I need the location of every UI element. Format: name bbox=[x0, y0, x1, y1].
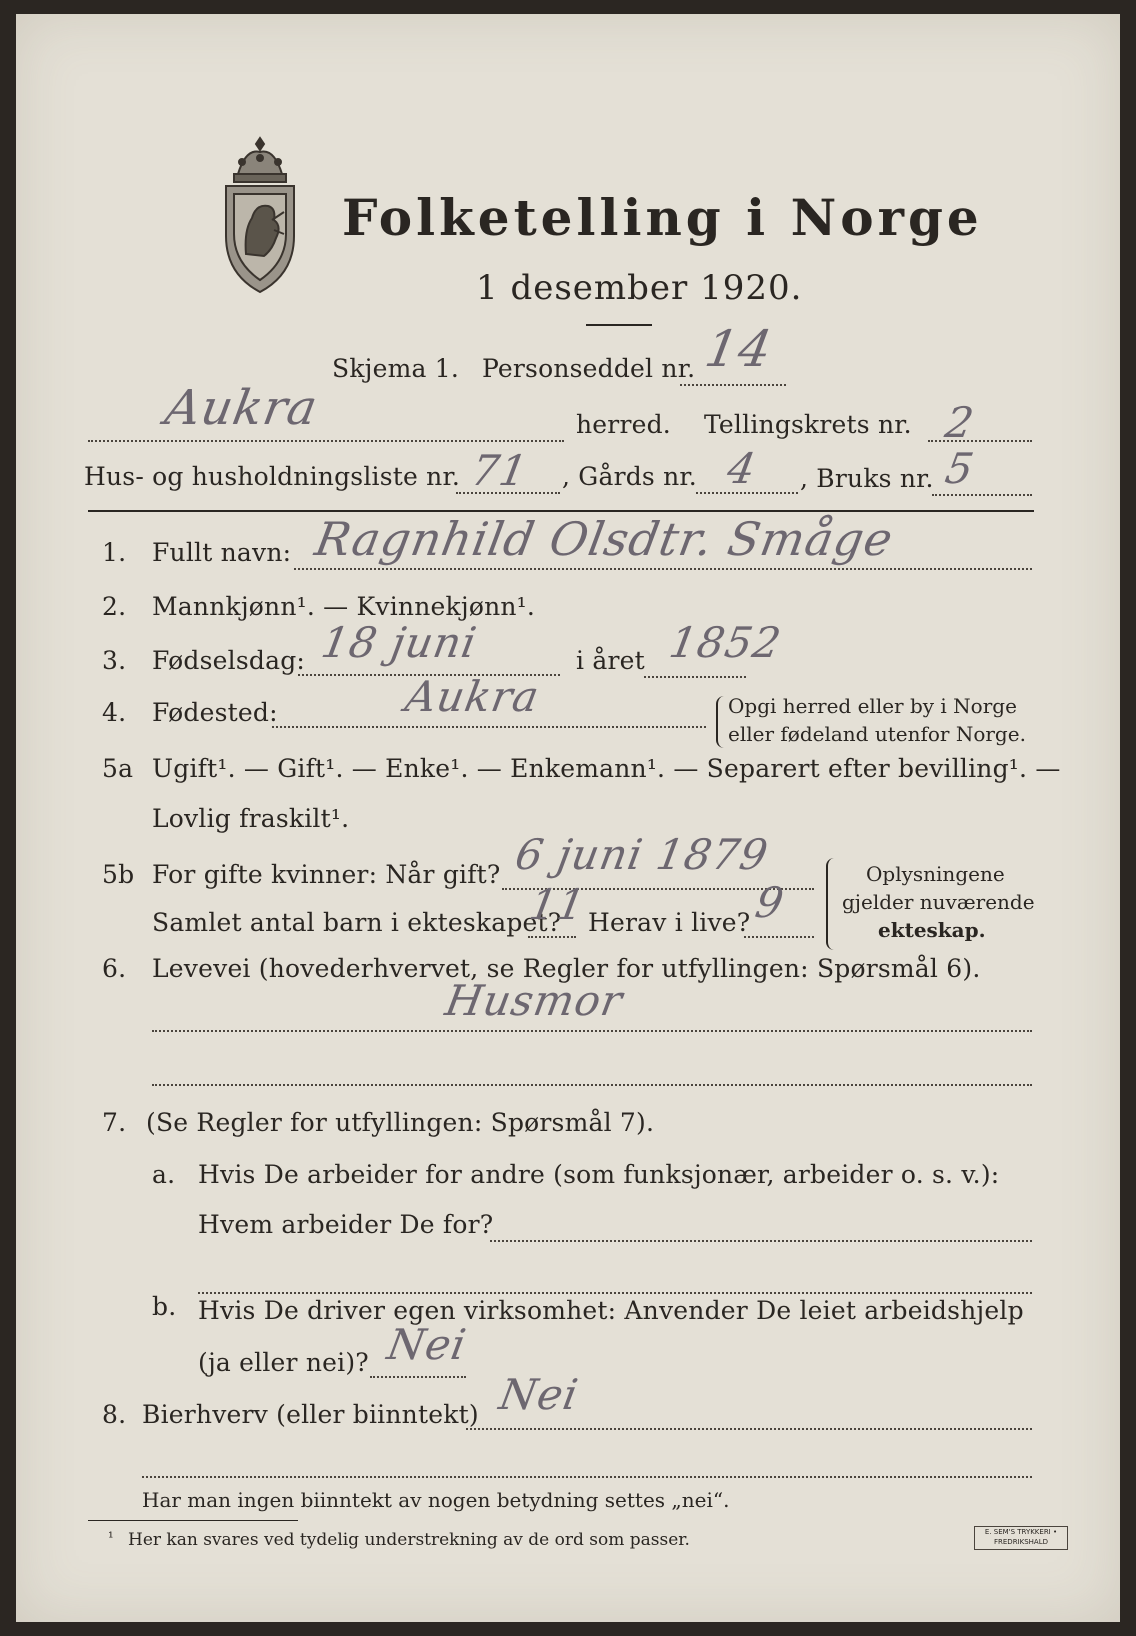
q7-label: (Se Regler for utfyllingen: Spørsmål 7). bbox=[146, 1108, 655, 1137]
bruks-label: , Bruks nr. bbox=[800, 464, 934, 493]
q7b-letter: b. bbox=[152, 1292, 177, 1321]
tellingskrets-label: Tellingskrets nr. bbox=[704, 410, 912, 439]
q3-year-value[interactable]: 1852 bbox=[665, 618, 786, 667]
personseddel-value[interactable]: 14 bbox=[700, 320, 777, 378]
herred-value[interactable]: Aukra bbox=[161, 380, 323, 436]
q1-number: 1. bbox=[102, 538, 127, 567]
footer-rule bbox=[88, 1520, 298, 1521]
q3-number: 3. bbox=[102, 646, 127, 675]
form-title: Folketelling i Norge bbox=[342, 188, 983, 247]
skjema-label: Skjema 1. bbox=[332, 354, 460, 383]
q7a-answer-line2 bbox=[198, 1292, 1032, 1294]
q7a-line1: Hvis De arbeider for andre (som funksjonær, arbeider o. s. v.): bbox=[198, 1160, 1000, 1189]
q5b-note-line3: ekteskap. bbox=[878, 918, 986, 942]
q4-label: Fødested: bbox=[152, 698, 278, 727]
q5b-note-line1: Oplysningene bbox=[866, 862, 1005, 886]
q6-line2 bbox=[152, 1084, 1032, 1086]
herred-line bbox=[88, 440, 564, 442]
q5b-label3: Herav i live? bbox=[588, 908, 751, 937]
personseddel-label: Personseddel nr. bbox=[482, 354, 696, 383]
q7a-line2: Hvem arbeider De for? bbox=[198, 1210, 494, 1239]
q5a-number: 5a bbox=[102, 754, 134, 783]
q6-line1 bbox=[152, 1030, 1032, 1032]
q5a-line1: Ugift¹. — Gift¹. — Enke¹. — Enkemann¹. — Separert efter bevilling¹. — bbox=[152, 754, 1061, 783]
q5b-line3 bbox=[744, 936, 814, 938]
q4-value[interactable]: Aukra bbox=[401, 672, 544, 721]
bruks-value[interactable]: 5 bbox=[941, 444, 979, 493]
printer-stamp: E. SEM'S TRYKKERI • FREDRIKSHALD bbox=[974, 1526, 1068, 1550]
footnote-text: Her kan svares ved tydelig understrekning av de ord som passer. bbox=[128, 1530, 690, 1550]
coat-of-arms-icon bbox=[216, 134, 304, 294]
q5b-number: 5b bbox=[102, 860, 135, 889]
q8-line1 bbox=[466, 1428, 1032, 1430]
form-date: 1 desember 1920. bbox=[476, 268, 803, 308]
q3-value[interactable]: 18 juni bbox=[317, 618, 481, 667]
census-form bbox=[16, 14, 1120, 1622]
q4-note-line2: eller fødeland utenfor Norge. bbox=[728, 722, 1026, 746]
q7-number: 7. bbox=[102, 1108, 127, 1137]
q1-line bbox=[294, 568, 1032, 570]
q2-label: Mannkjønn¹. — Kvinnekjønn¹. bbox=[152, 592, 536, 621]
q6-number: 6. bbox=[102, 954, 127, 983]
q3-year-line bbox=[644, 676, 746, 678]
q5b-label1: For gifte kvinner: Når gift? bbox=[152, 860, 501, 889]
q7b-value[interactable]: Nei bbox=[383, 1320, 471, 1369]
q7b-line2: (ja eller nei)? bbox=[198, 1348, 369, 1377]
husliste-label: Hus- og husholdningsliste nr. bbox=[84, 462, 461, 491]
gards-value[interactable]: 4 bbox=[723, 444, 761, 493]
q5b-line2 bbox=[528, 936, 576, 938]
q4-number: 4. bbox=[102, 698, 127, 727]
q4-line bbox=[272, 726, 706, 728]
q3-label: Fødselsdag: bbox=[152, 646, 306, 675]
q4-brace bbox=[716, 696, 724, 748]
q8-line2 bbox=[142, 1476, 1032, 1478]
herred-label: herred. bbox=[576, 410, 671, 439]
gards-label: , Gårds nr. bbox=[562, 462, 697, 491]
q5b-value3[interactable]: 9 bbox=[751, 878, 789, 927]
q3-year-label: i året bbox=[576, 646, 645, 675]
footer-note: Har man ingen biinntekt av nogen betydning settes „nei“. bbox=[142, 1488, 730, 1512]
q7b-line1: Hvis De driver egen virksomhet: Anvender De leiet arbeidshjelp bbox=[198, 1296, 1024, 1325]
q8-number: 8. bbox=[102, 1400, 127, 1429]
q1-value[interactable]: Ragnhild Olsdtr. Småge bbox=[311, 512, 898, 566]
q5b-brace bbox=[826, 858, 834, 950]
q8-value[interactable]: Nei bbox=[495, 1370, 583, 1419]
q5b-note-line2: gjelder nuværende bbox=[842, 890, 1035, 914]
bruks-line bbox=[932, 494, 1032, 496]
q6-label: Levevei (hovederhvervet, se Regler for utfyllingen: Spørsmål 6). bbox=[152, 954, 981, 983]
q4-note-line1: Opgi herred eller by i Norge bbox=[728, 694, 1017, 718]
q8-label: Bierhverv (eller biinntekt) bbox=[142, 1400, 479, 1429]
husliste-value[interactable]: 71 bbox=[467, 446, 532, 495]
footnote-mark: ¹ bbox=[108, 1530, 114, 1546]
q1-label: Fullt navn: bbox=[152, 538, 292, 567]
q5b-value1[interactable]: 6 juni 1879 bbox=[511, 830, 773, 879]
q5b-label2: Samlet antal barn i ekteskapet? bbox=[152, 908, 562, 937]
q7b-answer-line bbox=[370, 1376, 466, 1378]
q5a-line2: Lovlig fraskilt¹. bbox=[152, 804, 350, 833]
q5b-value2[interactable]: 11 bbox=[525, 880, 590, 929]
q2-number: 2. bbox=[102, 592, 127, 621]
q6-value[interactable]: Husmor bbox=[441, 976, 627, 1025]
q7a-answer-line1 bbox=[490, 1240, 1032, 1242]
title-divider bbox=[586, 324, 652, 326]
tellingskrets-value[interactable]: 2 bbox=[941, 398, 979, 447]
q7a-letter: a. bbox=[152, 1160, 176, 1189]
personseddel-line bbox=[680, 384, 786, 386]
